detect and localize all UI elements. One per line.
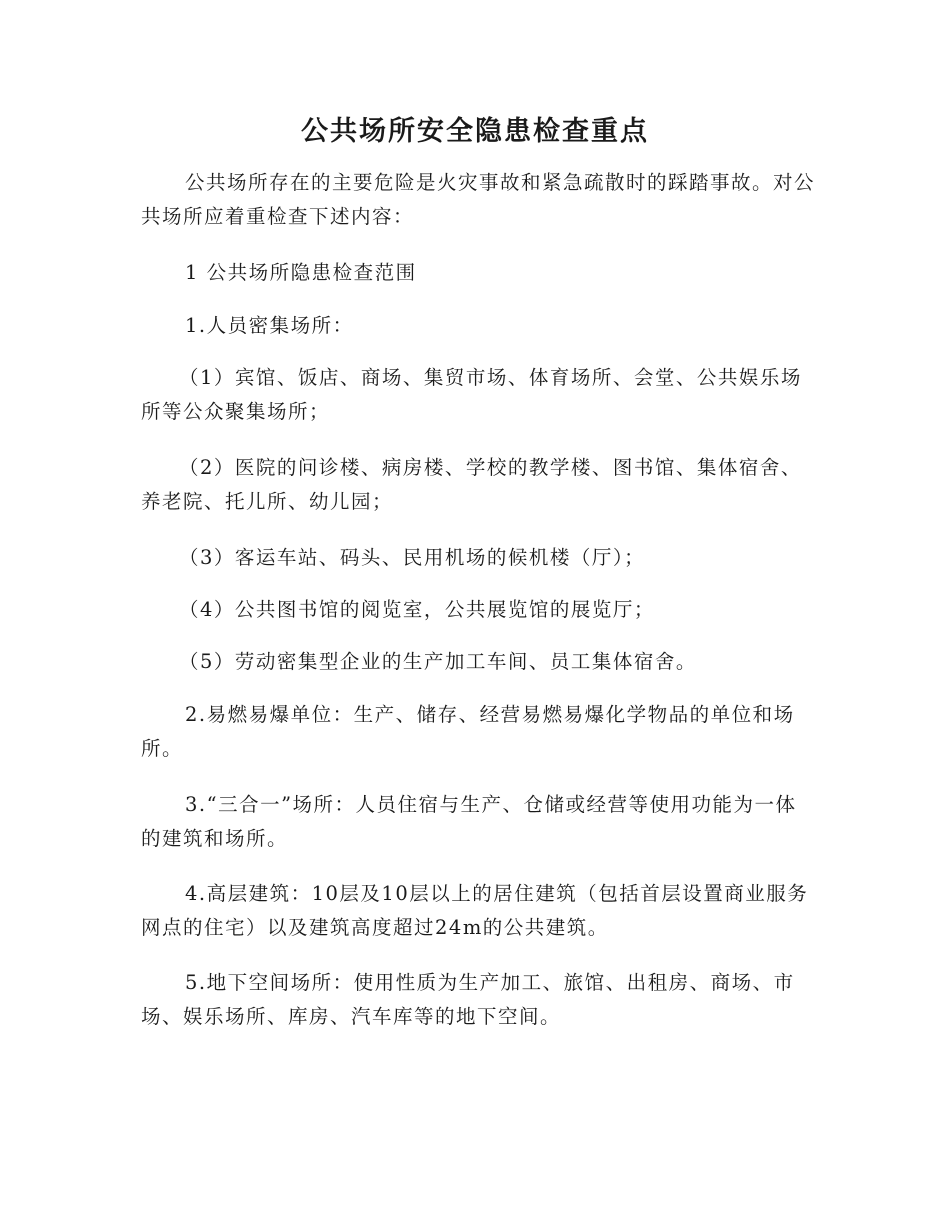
category-paragraph: 5.地下空间场所：使用性质为生产加工、旅馆、出租房、商场、市场、娱乐场所、库房、汽车库等的地下空间。 (141, 971, 795, 1028)
intro-paragraph: 公共场所存在的主要危险是火灾事故和紧急疏散时的踩踏事故。对公共场所应着重检查下述内容： (141, 171, 816, 228)
list-item: （1）宾馆、饭店、商场、集贸市场、体育场所、会堂、公共娱乐场所等公众聚集场所； (141, 366, 802, 423)
list-item: （4）公共图书馆的阅览室，公共展览馆的展览厅； (179, 598, 655, 621)
section-heading: 1 公共场所隐患检查范围 (185, 261, 417, 284)
document-title: 公共场所安全隐患检查重点 (301, 116, 649, 147)
category-paragraph: 4.高层建筑：10层及10层以上的居住建筑（包括首层设置商业服务网点的住宅）以及建筑高度超过24m的公共建筑。 (141, 882, 809, 939)
list-item: （2）医院的问诊楼、病房楼、学校的教学楼、图书馆、集体宿舍、养老院、托儿所、幼儿园； (141, 456, 802, 513)
list-item: （5）劳动密集型企业的生产加工车间、员工集体宿舍。 (179, 650, 697, 673)
category-paragraph: 1.人员密集场所： (185, 314, 354, 337)
category-paragraph: 2.易燃易爆单位：生产、储存、经营易燃易爆化学物品的单位和场所。 (141, 703, 795, 760)
list-item: （3）客运车站、码头、民用机场的候机楼（厅）； (179, 546, 646, 569)
category-paragraph: 3.“三合一”场所：人员住宿与生产、仓储或经营等使用功能为一体的建筑和场所。 (141, 793, 797, 850)
